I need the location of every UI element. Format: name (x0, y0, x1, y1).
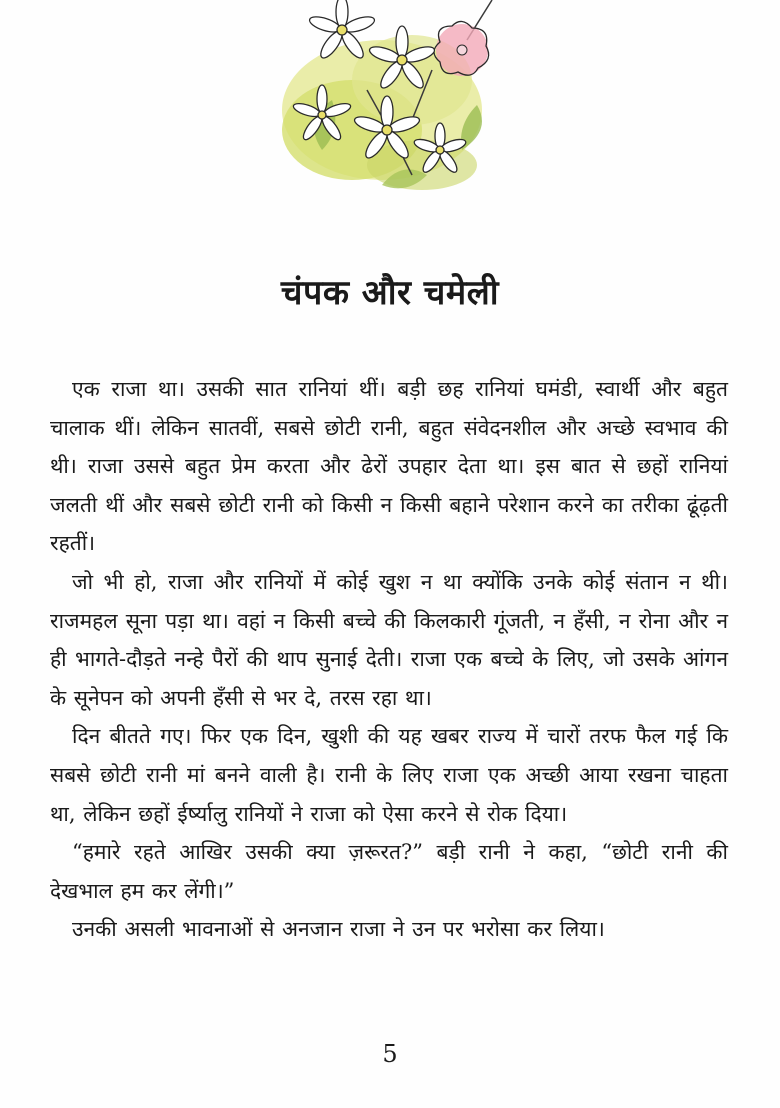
story-paragraph-1: एक राजा था। उसकी सात रानियां थीं। बड़ी छह रानियां घमंडी, स्वार्थी और बहुत चालाक थीं। लेकिन सातवीं, सबसे छोटी रानी, बहुत संवेदनशील और अच्छे स्वभाव की थी। राजा उससे बहुत प्रेम करता और ढेरों उपहार देता था। इस बात से छहों रानियां जलती थीं और सबसे छोटी रानी को किसी न किसी बहाने परेशान करने का तरीका ढूंढ़ती रहतीं। (50, 377, 728, 556)
story-body (50, 370, 728, 949)
story-paragraph-3: दिन बीतते गए। फिर एक दिन, खुशी की यह खबर राज्य में चारों तरफ फैल गई कि सबसे छोटी रानी मां बनने वाली है। रानी के लिए राजा एक अच्छी आया रखना चाहता था, लेकिन छहों ईर्ष्यालु रानियों ने राजा को ऐसा करने से रोक दिया। (50, 724, 728, 826)
flower-illustration-svg (262, 0, 522, 200)
story-paragraph-5: उनकी असली भावनाओं से अनजान राजा ने उन पर भरोसा कर लिया। (72, 917, 605, 942)
flower-illustration (262, 0, 522, 200)
story-paragraph-4: “हमारे रहते आखिर उसकी क्या ज़रूरत?” बड़ी रानी ने कहा, “छोटी रानी की देखभाल हम कर लेंगी।” (50, 840, 728, 903)
story-paragraph-2: जो भी हो, राजा और रानियों में कोई खुश न था क्योंकि उनके कोई संतान न थी। राजमहल सूना पड़ा था। वहां न किसी बच्चे की किलकारी गूंजती, न हँसी, न रोना और न ही भागते-दौड़ते नन्हे पैरों की थाप सुनाई देती। राजा एक बच्चे के लिए, जो उसके आंगन के सूनेपन को अपनी हँसी से भर दे, तरस रहा था। (50, 569, 728, 710)
page-number: 5 (382, 1040, 398, 1068)
story-title: चंपक और चमेली (280, 273, 500, 313)
